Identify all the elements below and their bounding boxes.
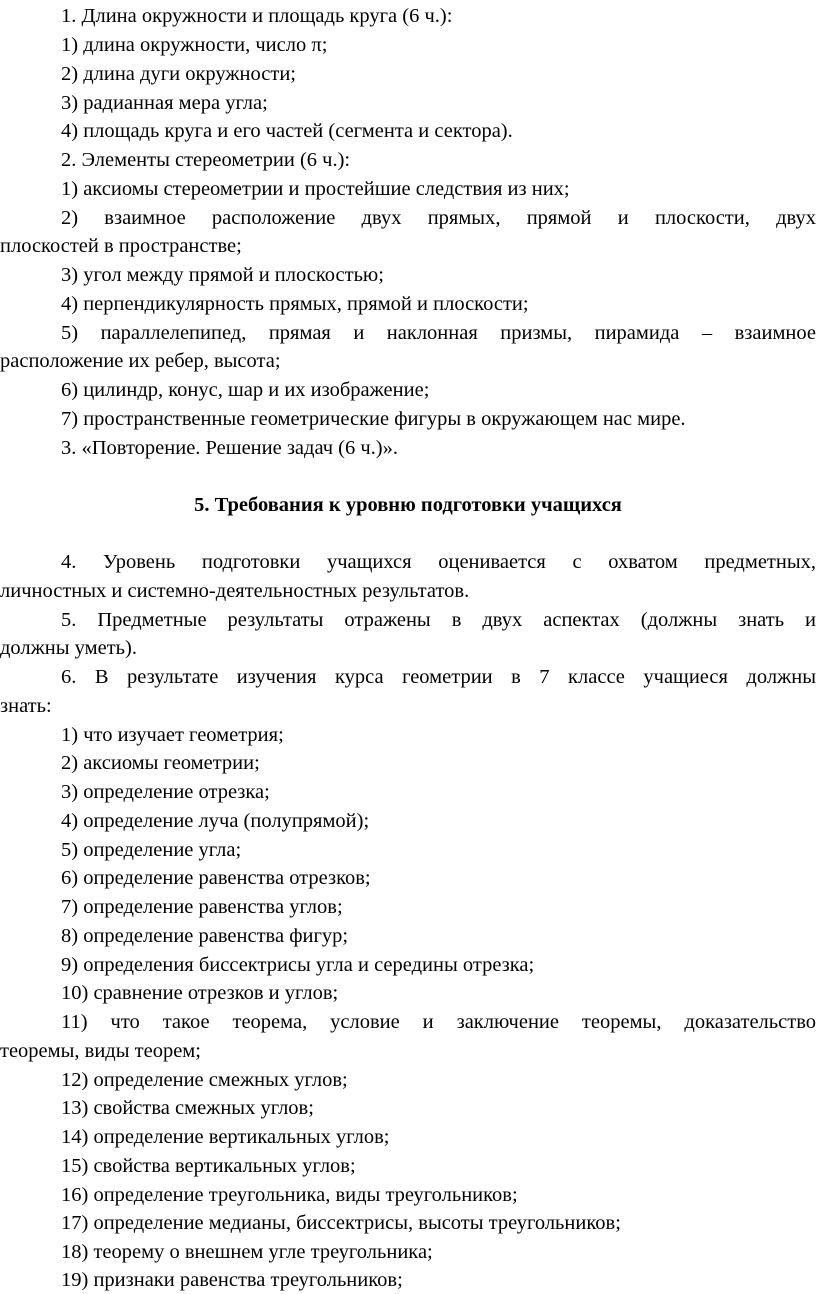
text-line: 2. Элементы стереометрии (6 ч.):	[61, 149, 351, 171]
text-line: 3) угол между прямой и плоскостью;	[61, 264, 384, 286]
text-line: 7) пространственные геометрические фигуры в окружающем нас мире.	[61, 408, 686, 430]
text-line: должны уметь).	[0, 637, 137, 659]
text-line: 5) параллелепипед, прямая и наклонная призмы, пирамида – взаимное	[61, 322, 816, 344]
text-line: 4) перпендикулярность прямых, прямой и плоскости;	[61, 293, 529, 315]
text-line: 5. Предметные результаты отражены в двух аспектах (должны знать и	[61, 609, 816, 631]
list-item: 1) что изучает геометрия;	[61, 724, 284, 746]
text-line: знать:	[0, 695, 52, 717]
list-item: 9) определения биссектрисы угла и середины отрезка;	[61, 954, 535, 976]
list-item: 13) свойства смежных углов;	[61, 1097, 314, 1119]
text-line: 2) взаимное расположение двух прямых, прямой и плоскости, двух	[61, 207, 816, 229]
text-line: 2) длина дуги окружности;	[61, 63, 296, 85]
list-item: 5) определение угла;	[61, 839, 242, 861]
list-item: 6) определение равенства отрезков;	[61, 867, 371, 889]
list-item: 16) определение треугольника, виды треугольников;	[61, 1184, 518, 1206]
text-line: 3. «Повторение. Решение задач (6 ч.)».	[61, 437, 399, 459]
list-item: 10) сравнение отрезков и углов;	[61, 982, 339, 1004]
list-item: 12) определение смежных углов;	[61, 1069, 348, 1091]
list-item: 17) определение медианы, биссектрисы, высоты треугольников;	[61, 1212, 621, 1234]
list-item: 4) определение луча (полупрямой);	[61, 810, 370, 832]
text-line: теоремы, виды теорем;	[0, 1040, 201, 1062]
text-line: 6. В результате изучения курса геометрии в 7 классе учащиеся должны	[61, 666, 816, 688]
list-item: 18) теорему о внешнем угле треугольника;	[61, 1241, 433, 1263]
list-item: 19) признаки равенства треугольников;	[61, 1269, 403, 1291]
section-heading: 5. Требования к уровню подготовки учащихся	[194, 494, 622, 516]
text-line: плоскостей в пространстве;	[0, 235, 242, 257]
text-line: 4) площадь круга и его частей (сегмента и сектора).	[61, 120, 513, 142]
text-line: расположение их ребер, высота;	[0, 350, 281, 372]
text-line: 3) радианная мера угла;	[61, 92, 268, 114]
list-item: 15) свойства вертикальных углов;	[61, 1155, 356, 1177]
text-line: 6) цилиндр, конус, шар и их изображение;	[61, 379, 430, 401]
text-line: 1) аксиомы стереометрии и простейшие следствия из них;	[61, 178, 570, 200]
list-item: 14) определение вертикальных углов;	[61, 1126, 390, 1148]
list-item: 8) определение равенства фигур;	[61, 925, 349, 947]
text-line: личностных и системно-деятельностных результатов.	[0, 580, 470, 602]
list-item: 2) аксиомы геометрии;	[61, 752, 260, 774]
text-line: 1) длина окружности, число π;	[61, 34, 328, 56]
list-item: 7) определение равенства углов;	[61, 896, 343, 918]
text-line: 4. Уровень подготовки учащихся оценивается с охватом предметных,	[61, 551, 816, 573]
list-item: 11) что такое теорема, условие и заключение теоремы, доказательство	[61, 1011, 816, 1033]
text-line: 1. Длина окружности и площадь круга (6 ч.):	[61, 5, 453, 27]
list-item: 3) определение отрезка;	[61, 781, 270, 803]
